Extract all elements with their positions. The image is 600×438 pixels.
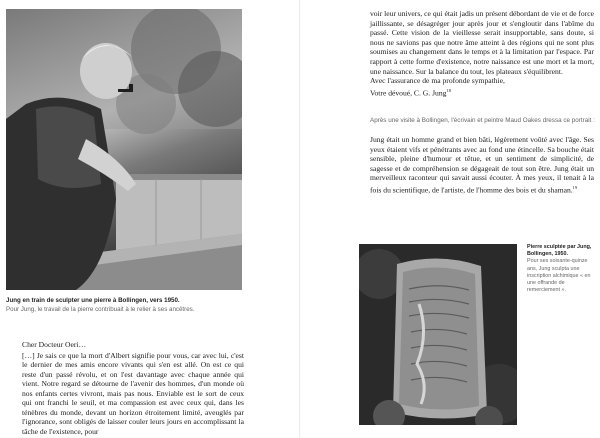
stone-caption-title: Pierre sculptée par Jung, Bollingen, 1950. [527,244,592,258]
photo-jung-sculpting [6,9,242,290]
footnote-ref-19: 19 [572,184,578,190]
oakes-portrait-text [370,135,594,195]
letter-closing-line1: Avec l'assurance de ma profonde sympathie, [370,76,505,86]
letter-signature [370,86,594,98]
oakes-portrait-body: Jung était un homme grand et bien bâti, légèrement voûté avec l'âge. Ses yeux étaient vifs et pénétrants avec au fond une étincelle. Sa bouche était sensible, pleine d'humour et têtue, et un sentiment de simplicité, de sagesse et de compréhension se dégageait de tout son être. Jung était un merveilleux raconteur qui savait aussi écouter. À mes yeux, il tenait à la fois du scientifique, de l'artiste, de l'homme des bois et du shaman. [370,135,594,195]
letter-salutation: Cher Docteur Oeri… [22,340,87,349]
photo-carved-stone [359,244,517,425]
letter-continuation [370,9,594,98]
letter-continuation-text: voir leur univers, ce qui était jadis un présent débordant de vie et de force jaillissante, se désagréger jour après jour et s'engloutir dans l'abîme du passé. Cette vision de la vieillesse serait insupportable, sans doute, si nous ne savions pas que notre âme atteint à des régions qui ne sont plus soumises au changement dans le temps et à la limitation par l'espace. Par rapport à cette forme d'existence, notre naissance est une mort et la mort, une naissance. Sur la balance du tout, les plateaux s'équilibrent. [370,9,594,76]
oakes-portrait [370,135,594,195]
oakes-intro: Après une visite à Bollingen, l'écrivain et peintre Maud Oakes dressa ce portrait : [370,117,595,124]
letter-to-oeri [22,340,244,436]
stone-caption-description: Pour ses soixante-quinze ans, Jung sculpta une inscription alchimique « en une offrande de remerciement ». [527,258,591,294]
right-page [300,0,600,438]
photo-caption-description: Pour Jung, le travail de la pierre contribuait à le relier à ses ancêtres. [6,305,195,313]
letter-body: […] Je sais ce que la mort d'Albert signifie pour vous, car avec lui, c'est le dernier de mes amis encore vivants qui s'en est allé. On est ce qui reste d'un passé révolu, et on l'est davantage avec chaque année qui vient. Notre regard se détourne de l'avenir des hommes, d'un monde où nos enfants certes vivront, mais pas nous. Enviable est le sort de ceux qui ont franchi le seuil, et ma compassion est avec ceux qui, dans les ténèbres du monde, devant un horizon étroitement limité, aveuglés par l'ignorance, sont obligés de laisser couler leurs jours en accomplissant la tâche de l'existence, pour [22,350,244,436]
stone-caption [527,244,597,294]
photo-carved-stone-illustration [359,244,517,425]
photo-caption-title: Jung en train de sculpter une pierre à Bollingen, vers 1950. [6,297,180,304]
photo-caption [6,297,266,314]
letter-signature-text: Votre dévoué, C. G. Jung [370,88,447,98]
footnote-ref-18: 18 [446,87,451,93]
photo-jung-sculpting-illustration [6,9,242,290]
